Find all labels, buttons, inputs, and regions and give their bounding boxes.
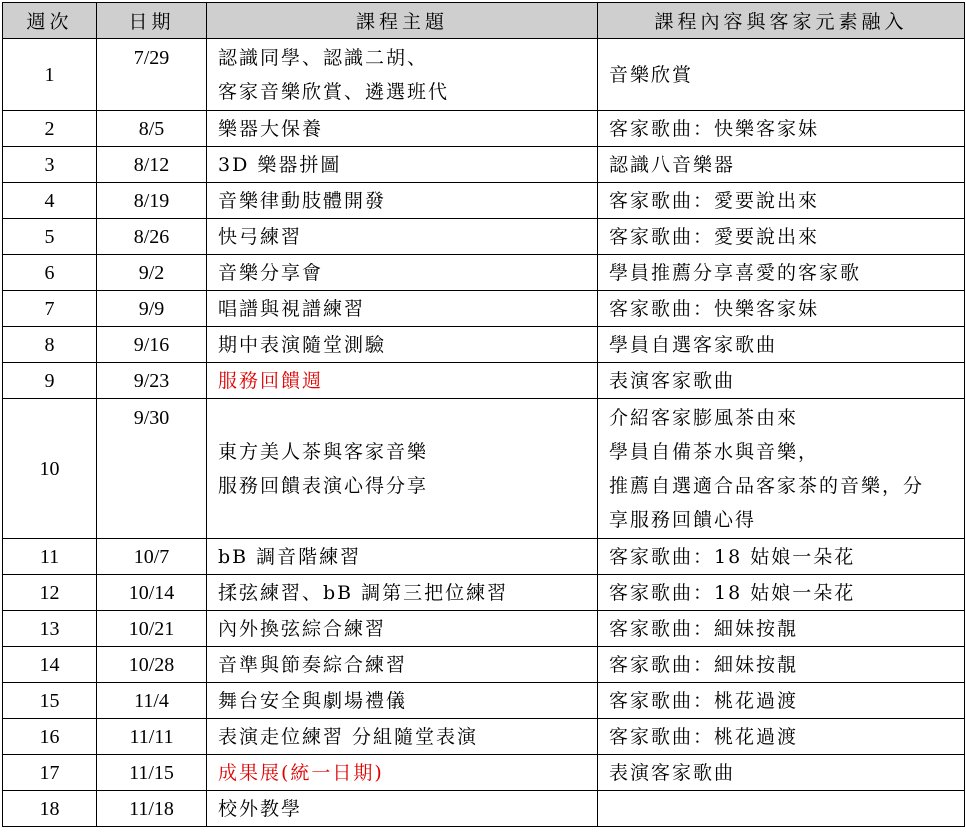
topic-cell [207,755,598,791]
content-line: 客家歌曲：快樂客家妹 [609,297,820,320]
week-cell: 3 [3,147,97,183]
date-cell: 11/4 [97,683,207,719]
topic-line: 東方美人茶與客家音樂 [218,440,429,463]
content-line: 學員自選客家歌曲 [609,333,778,356]
date-cell: 10/14 [97,575,207,611]
table-row [3,147,965,183]
topic-cell [207,539,598,575]
week-cell: 15 [3,683,97,719]
header-content: 課程內容與客家元素融入 [598,3,965,39]
date-cell: 10/7 [97,539,207,575]
date-cell: 9/16 [97,327,207,363]
content-cell [598,647,965,683]
table-row [3,363,965,399]
week-cell: 16 [3,719,97,755]
topic-line: 唱譜與視譜練習 [218,297,366,320]
content-cell [598,111,965,147]
week-cell: 17 [3,755,97,791]
table-row [3,683,965,719]
week-cell: 18 [3,791,97,827]
header-week: 週次 [3,3,97,39]
date-cell: 11/11 [97,719,207,755]
content-line: 客家歌曲：細妹按靚 [609,617,799,640]
topic-line: 舞台安全與劇場禮儀 [218,689,408,712]
topic-line: 揉弦練習、bB 調第三把位練習 [218,581,509,604]
topic-cell [207,363,598,399]
week-cell: 12 [3,575,97,611]
table-row [3,791,965,827]
date-cell: 8/19 [97,183,207,219]
content-line: 學員自備茶水與音樂， [609,440,820,463]
content-cell [598,39,965,111]
content-line: 介紹客家膨風茶由來 [609,406,799,429]
content-line: 享服務回饋心得 [609,508,757,531]
content-cell [598,327,965,363]
table-row [3,539,965,575]
topic-line: 期中表演隨堂測驗 [218,333,387,356]
content-line: 客家歌曲：18 姑娘一朵花 [609,545,856,568]
date-cell: 7/29 [97,39,207,111]
header-date: 日期 [97,3,207,39]
content-cell [598,755,965,791]
table-row [3,755,965,791]
content-line: 客家歌曲：快樂客家妹 [609,117,820,140]
table-row [3,611,965,647]
topic-line: 音準與節奏綜合練習 [218,653,408,676]
course-schedule-table [2,2,965,827]
content-cell [598,183,965,219]
content-cell [598,219,965,255]
date-cell: 10/28 [97,647,207,683]
content-cell [598,255,965,291]
content-line: 表演客家歌曲 [609,761,736,784]
content-line: 客家歌曲：桃花過渡 [609,725,799,748]
table-row [3,575,965,611]
topic-line: 快弓練習 [218,225,303,248]
table-row [3,327,965,363]
date-cell: 9/23 [97,363,207,399]
content-line: 客家歌曲：愛要說出來 [609,225,820,248]
header-row [3,3,965,39]
table-row [3,291,965,327]
content-cell [598,575,965,611]
week-cell: 9 [3,363,97,399]
content-cell [598,539,965,575]
topic-cell [207,575,598,611]
date-cell: 8/26 [97,219,207,255]
week-cell: 4 [3,183,97,219]
content-cell [598,683,965,719]
topic-cell [207,647,598,683]
week-cell: 6 [3,255,97,291]
topic-cell [207,399,598,539]
topic-line: 校外教學 [218,797,303,820]
topic-cell [207,719,598,755]
date-cell: 8/12 [97,147,207,183]
topic-line: 表演走位練習 分組隨堂表演 [218,725,479,748]
week-cell: 14 [3,647,97,683]
topic-line: 樂器大保養 [218,117,324,140]
topic-cell [207,39,598,111]
date-cell: 11/15 [97,755,207,791]
week-cell: 11 [3,539,97,575]
topic-cell [207,611,598,647]
topic-cell [207,791,598,827]
topic-cell [207,111,598,147]
date-cell: 11/18 [97,791,207,827]
content-cell [598,363,965,399]
week-cell: 8 [3,327,97,363]
table-row [3,647,965,683]
table-row [3,255,965,291]
content-cell [598,147,965,183]
date-cell: 9/30 [97,399,207,539]
topic-cell [207,327,598,363]
week-cell: 2 [3,111,97,147]
table-row [3,719,965,755]
topic-cell [207,255,598,291]
topic-line: 3D 樂器拼圖 [218,153,342,176]
content-line: 表演客家歌曲 [609,369,736,392]
content-line: 客家歌曲：18 姑娘一朵花 [609,581,856,604]
content-line: 客家歌曲：愛要說出來 [609,189,820,212]
content-line: 推薦自選適合品客家茶的音樂，分 [609,474,925,497]
content-cell [598,399,965,539]
content-cell [598,291,965,327]
content-cell [598,719,965,755]
topic-line: 成果展(統一日期) [218,761,384,784]
topic-line: 客家音樂欣賞、遴選班代 [218,80,450,103]
topic-line: 認識同學、認識二胡、 [218,46,429,69]
table-row [3,183,965,219]
topic-cell [207,219,598,255]
topic-line: 服務回饋週 [218,369,324,392]
topic-line: bB 調音階練習 [218,545,362,568]
topic-cell [207,683,598,719]
content-cell [598,791,965,827]
week-cell: 13 [3,611,97,647]
content-cell [598,611,965,647]
content-line: 認識八音樂器 [609,153,736,176]
content-line: 客家歌曲：桃花過渡 [609,689,799,712]
date-cell: 8/5 [97,111,207,147]
table-row [3,399,965,539]
table-row [3,111,965,147]
date-cell: 10/21 [97,611,207,647]
topic-cell [207,183,598,219]
table-body [3,39,965,827]
content-line: 客家歌曲：細妹按靚 [609,653,799,676]
topic-line: 音樂律動肢體開發 [218,189,387,212]
topic-line: 內外換弦綜合練習 [218,617,387,640]
content-line: 學員推薦分享喜愛的客家歌 [609,261,862,284]
week-cell: 5 [3,219,97,255]
week-cell: 10 [3,399,97,539]
topic-cell [207,147,598,183]
date-cell: 9/9 [97,291,207,327]
table-row [3,219,965,255]
topic-cell [207,291,598,327]
header-topic: 課程主題 [207,3,598,39]
week-cell: 1 [3,39,97,111]
table-row [3,39,965,111]
week-cell: 7 [3,291,97,327]
content-line: 音樂欣賞 [609,63,694,86]
topic-line: 服務回饋表演心得分享 [218,474,429,497]
date-cell: 9/2 [97,255,207,291]
topic-line: 音樂分享會 [218,261,324,284]
